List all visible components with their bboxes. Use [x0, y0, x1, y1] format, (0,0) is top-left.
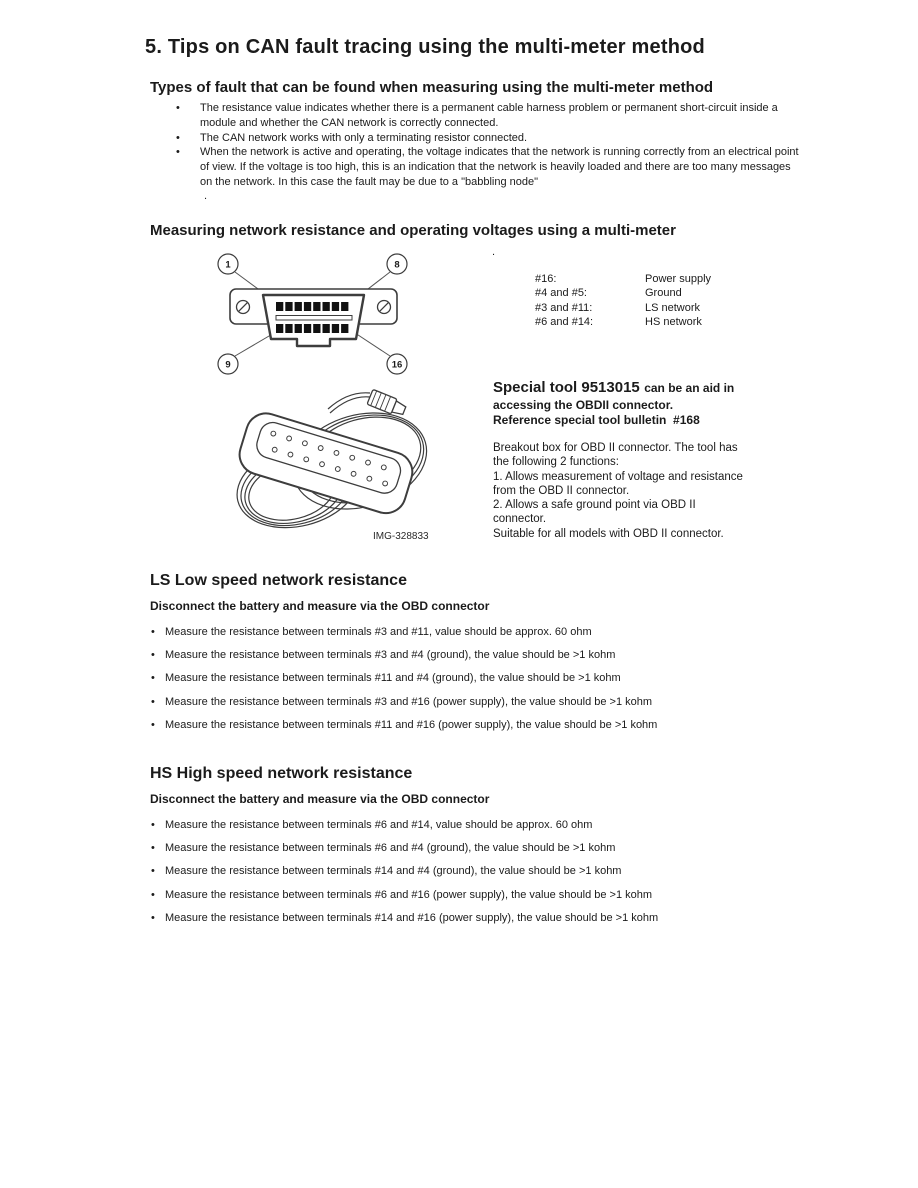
bullet-text: Measure the resistance between terminals #6 and #4 (ground), the value should be >1 kohm — [165, 842, 616, 855]
svg-text:9: 9 — [225, 359, 231, 371]
bullet-item — [151, 626, 791, 649]
pin-label: #3 and #11: — [535, 301, 593, 314]
pin-row — [535, 286, 711, 300]
bullet-text: Measure the resistance between terminals #3 and #11, value should be approx. 60 ohm — [165, 626, 592, 638]
bullet-marker: • — [151, 911, 155, 924]
bullet-text: Measure the resistance between terminals #3 and #16 (power supply), the value should be >1 kohm — [165, 695, 653, 708]
ls-bullet-list — [151, 626, 791, 742]
pin-function: HS network — [645, 315, 702, 328]
hs-section-heading: HS High speed network resistance — [150, 765, 413, 782]
pin-label: #4 and #5: — [535, 287, 587, 300]
bullet-marker: • — [176, 146, 180, 159]
bullet-marker: • — [151, 888, 155, 901]
hs-bullet-list — [151, 819, 791, 935]
bullet-marker: • — [151, 842, 155, 855]
connector-center-slot — [276, 316, 352, 321]
callout-pin-8 — [387, 254, 407, 274]
measuring-heading: Measuring network resistance and operating voltages using a multi-meter — [150, 222, 676, 239]
description-paragraph: Breakout box for OBD II connector. The tool has the following 2 functions: — [493, 442, 738, 469]
pin-function: LS network — [645, 301, 701, 314]
special-tool-block — [493, 380, 746, 541]
description-paragraph: Suitable for all models with OBD II connector. — [493, 527, 724, 540]
callout-pin-9 — [218, 354, 238, 374]
bullet-text: Measure the resistance between terminals #14 and #4 (ground), the value should be >1 kohm — [165, 865, 622, 878]
fault-types-bullet-list — [176, 101, 804, 190]
special-tool-title: Special tool 9513015 — [493, 379, 640, 396]
svg-text:16: 16 — [391, 359, 403, 371]
breakout-box-figure — [210, 383, 460, 538]
pin-row — [535, 272, 711, 286]
special-tool-note: can be an aid in accessing the OBDII connector. — [493, 381, 735, 412]
bullet-marker: • — [151, 672, 155, 685]
fault-types-heading: Types of fault that can be found when measuring using the multi-meter method — [150, 79, 714, 96]
bullet-marker: • — [151, 649, 155, 662]
bullet-text: When the network is active and operating, the voltage indicates that the network is running correctly from an electrical point of view. If the voltage is too high, this is an indication that the network is heavily loaded and there are too many messages on the network. In this case the fault may be due to a "babbling node" — [200, 146, 799, 188]
stray-period: . — [492, 246, 496, 258]
bullet-item — [176, 145, 804, 189]
pin-row — [535, 315, 711, 329]
ls-section-subheading: Disconnect the battery and measure via the OBD connector — [150, 599, 490, 613]
bullet-item — [151, 842, 791, 865]
bullet-item — [176, 131, 804, 146]
bullet-item — [151, 696, 791, 719]
bullet-marker: • — [151, 695, 155, 708]
special-tool-description — [493, 441, 746, 541]
bullet-text: The CAN network works with only a terminating resistor connected. — [200, 131, 528, 144]
bullet-text: Measure the resistance between terminals #6 and #16 (power supply), the value should be >1 kohm — [165, 888, 653, 901]
bullet-text: Measure the resistance between terminals #11 and #4 (ground), the value should be >1 kohm — [165, 672, 621, 685]
bullet-marker: • — [176, 131, 180, 144]
pin-function: Ground — [645, 287, 682, 300]
bullet-text: Measure the resistance between terminals #11 and #16 (power supply), the value should be >1 kohm — [165, 718, 658, 731]
bullet-item — [151, 865, 791, 888]
special-tool-reference: Reference special tool bulletin #168 — [493, 413, 700, 427]
svg-text:8: 8 — [394, 259, 400, 271]
pin-row — [535, 301, 711, 315]
bullet-marker: • — [151, 626, 155, 638]
pin-function-table — [535, 272, 711, 329]
page-title: 5. Tips on CAN fault tracing using the multi-meter method — [145, 36, 705, 58]
special-tool-heading — [493, 380, 746, 413]
bullet-text: The resistance value indicates whether there is a permanent cable harness problem or permanent short-circuit inside a module and whether the CAN network is correctly connected. — [200, 102, 778, 129]
screw-icon — [237, 301, 250, 314]
bullet-text: Measure the resistance between terminals #6 and #14, value should be approx. 60 ohm — [165, 819, 593, 831]
pin-function: Power supply — [645, 273, 712, 285]
bullet-item — [151, 649, 791, 672]
hs-section-subheading: Disconnect the battery and measure via the OBD connector — [150, 792, 490, 806]
description-paragraph: 1. Allows measurement of voltage and resistance from the OBD II connector. — [493, 470, 743, 497]
pin-label: #6 and #14: — [535, 315, 594, 328]
bullet-item — [151, 819, 791, 842]
bullet-item — [176, 101, 804, 131]
bullet-text: Measure the resistance between terminals #3 and #4 (ground), the value should be >1 kohm — [165, 649, 616, 662]
screw-icon — [378, 301, 391, 314]
bullet-item — [151, 889, 791, 912]
figure-caption: IMG-328833 — [373, 531, 429, 542]
bullet-item — [151, 672, 791, 695]
bullet-text: Measure the resistance between terminals #14 and #16 (power supply), the value should be >1 kohm — [165, 911, 659, 924]
bullet-marker: • — [151, 865, 155, 878]
obd-connector-diagram — [180, 250, 500, 380]
callout-pin-1 — [218, 254, 238, 274]
bullet-marker: • — [176, 102, 180, 114]
ls-section-heading: LS Low speed network resistance — [150, 572, 407, 589]
stray-period: . — [204, 190, 208, 202]
bullet-item — [151, 912, 791, 935]
bullet-marker: • — [151, 718, 155, 731]
callout-pin-16 — [387, 354, 407, 374]
svg-text:1: 1 — [225, 259, 231, 271]
bullet-item — [151, 719, 791, 742]
description-paragraph: 2. Allows a safe ground point via OBD II connector. — [493, 499, 696, 526]
pin-label: #16: — [535, 273, 557, 285]
bullet-marker: • — [151, 819, 155, 831]
